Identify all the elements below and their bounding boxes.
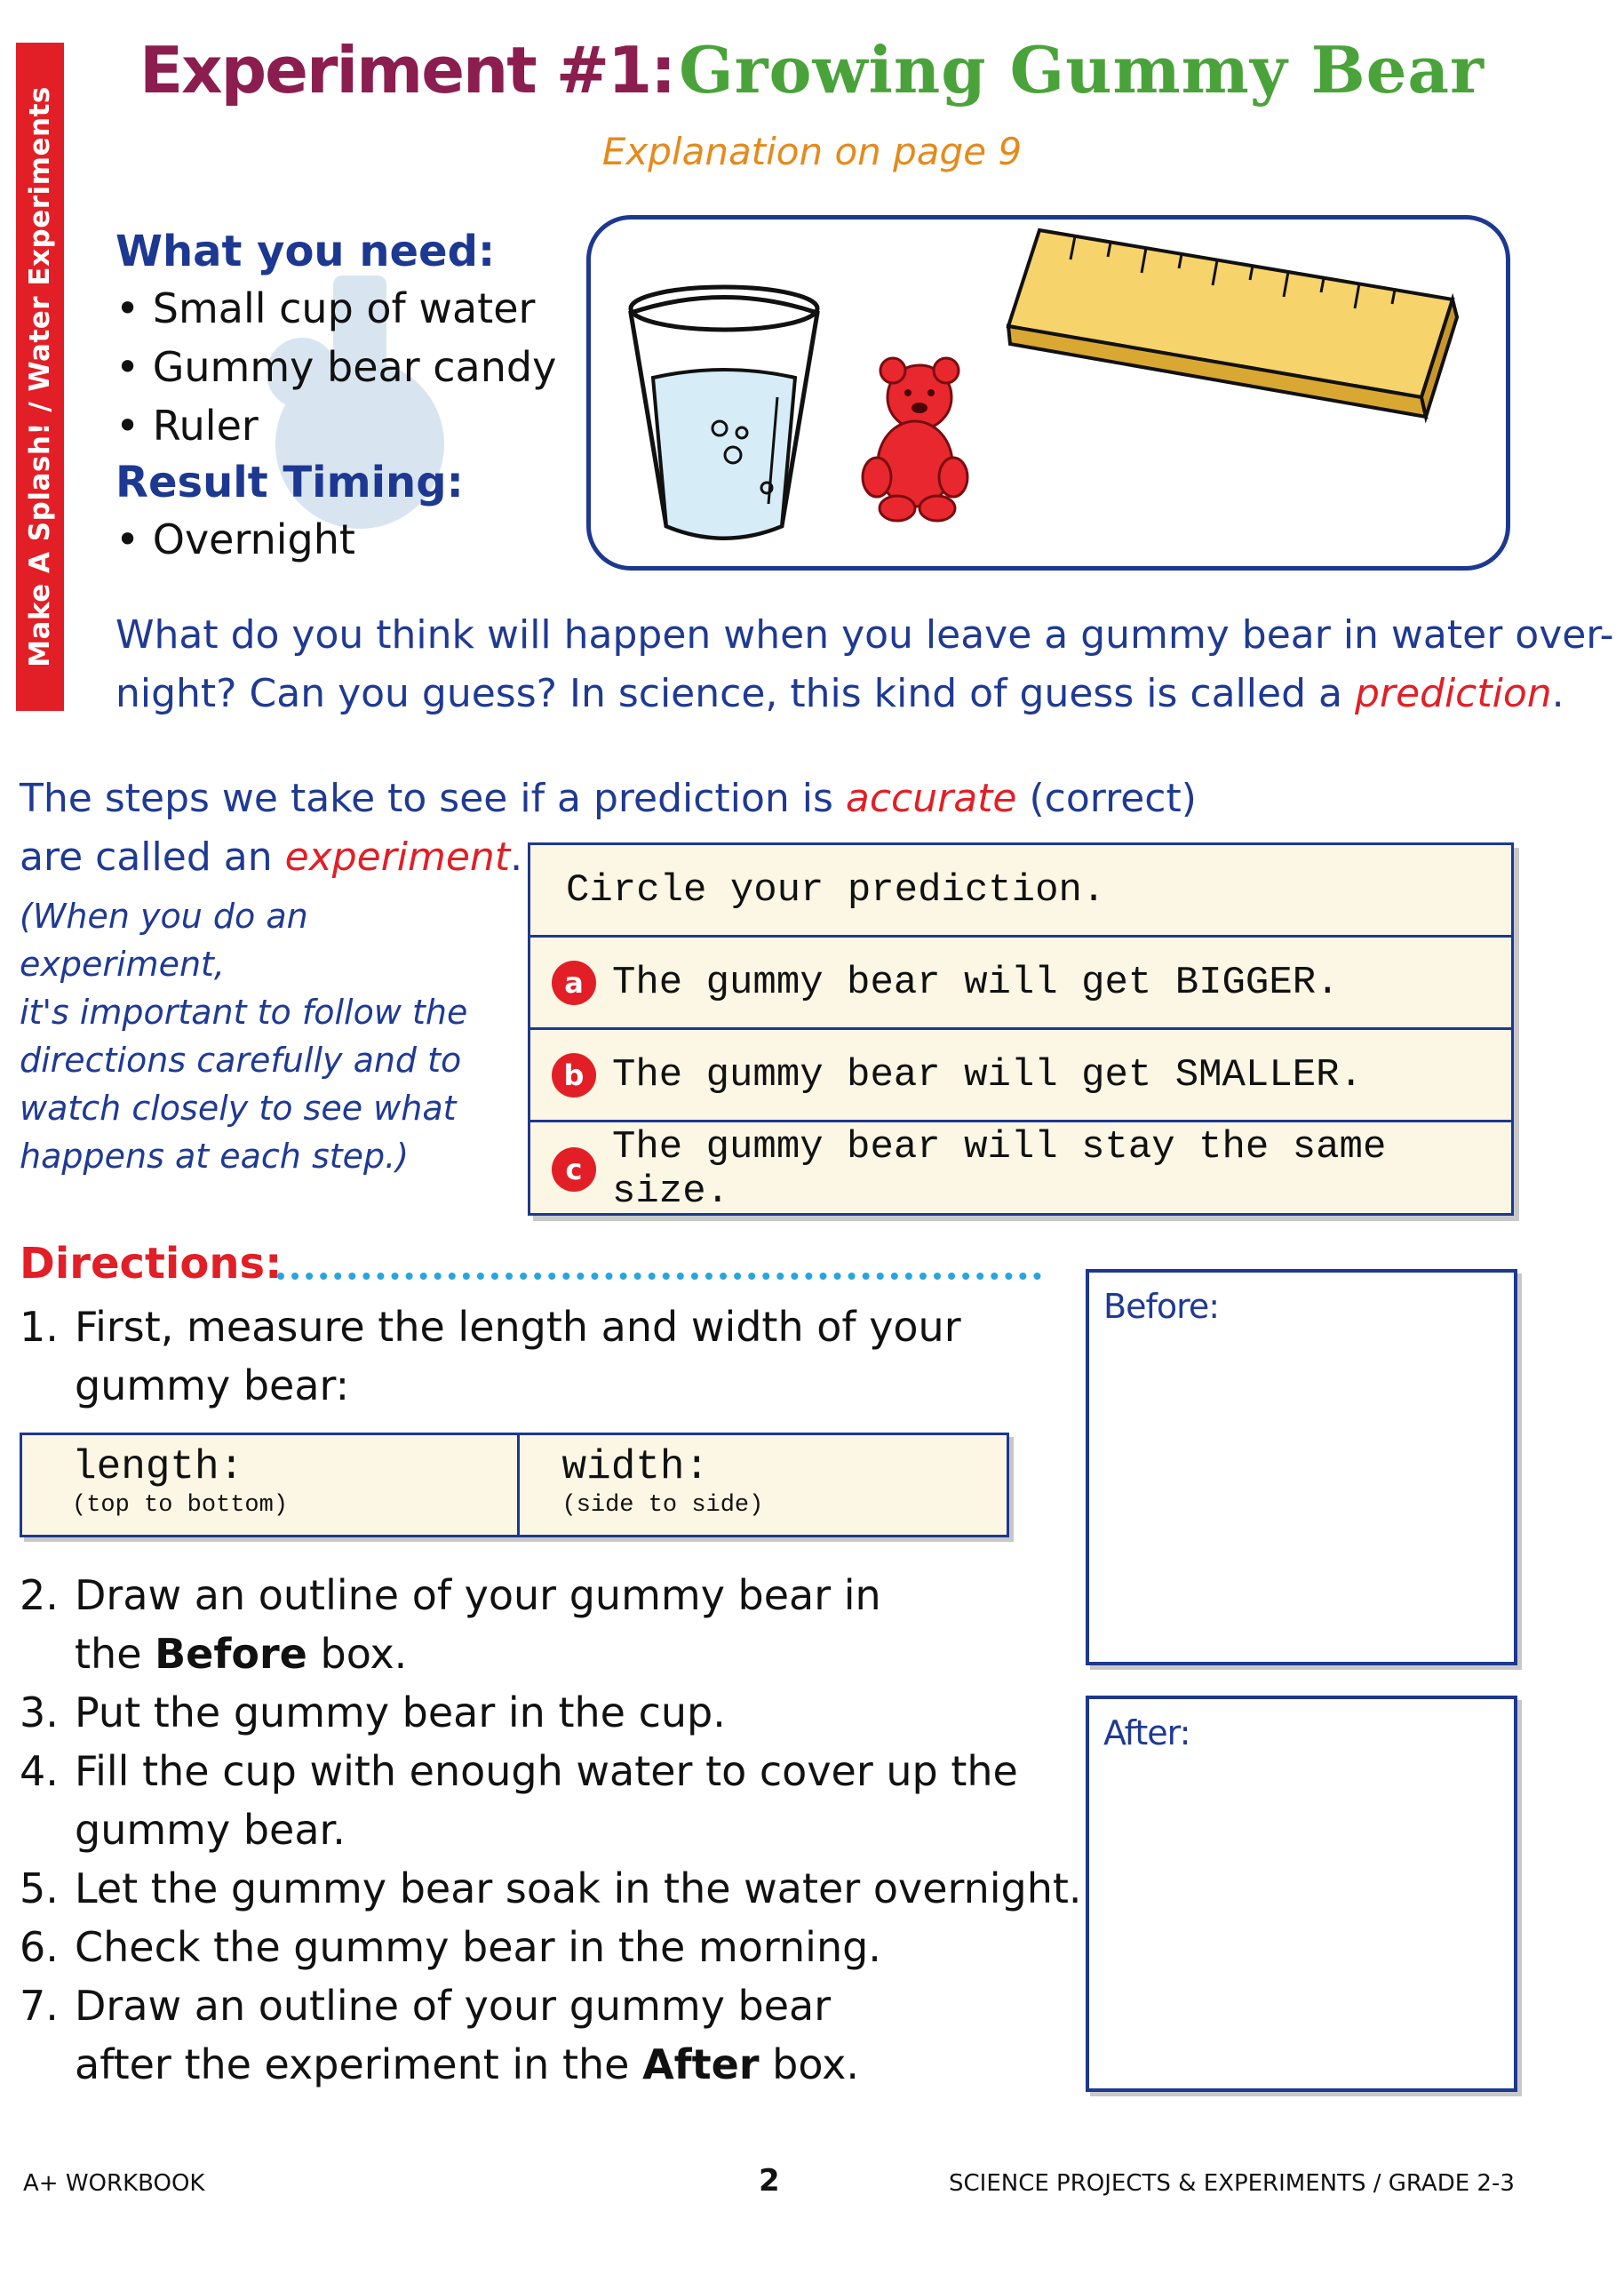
intro-line-1: What do you think will happen when you leave a gummy bear in water over- — [115, 612, 1614, 658]
step-text: Check the gummy bear in the morning. — [75, 1923, 881, 1971]
note-line: it's important to follow the — [20, 993, 468, 1032]
definition-line-1 — [20, 770, 1263, 828]
note-line: directions carefully and to — [20, 1041, 462, 1080]
page-title — [0, 32, 1624, 108]
materials-heading: What you need: — [115, 227, 496, 276]
step-3 — [20, 1683, 1082, 1742]
footer-series: SCIENCE PROJECTS & EXPERIMENTS / GRADE 2-3 — [949, 2170, 1515, 2197]
width-label: width: — [561, 1444, 710, 1490]
after-drawing-box[interactable] — [1086, 1696, 1517, 2092]
material-item: • Gummy bear candy — [115, 343, 557, 391]
step-number: 4. — [20, 1747, 59, 1795]
footer-workbook: A+ WORKBOOK — [23, 2170, 205, 2197]
width-hint: (side to side) — [561, 1492, 764, 1519]
before-drawing-box[interactable] — [1086, 1269, 1517, 1665]
option-letter-badge: c — [552, 1147, 596, 1192]
note-line: (When you do an experiment, — [20, 897, 308, 984]
steps-2-to-7 — [20, 1566, 1082, 2094]
timing-heading: Result Timing: — [115, 458, 464, 507]
option-text: The gummy bear will get SMALLER. — [612, 1052, 1363, 1098]
length-label: length: — [72, 1444, 244, 1490]
length-hint: (top to bottom) — [72, 1492, 289, 1519]
step-2 — [20, 1566, 1082, 1624]
definition-text: The steps we take to see if a prediction is — [20, 776, 846, 821]
prediction-box — [528, 842, 1514, 1216]
step-1 — [20, 1297, 961, 1415]
step-6 — [20, 1918, 1082, 1976]
title-experiment-name: Growing Gummy Bear — [679, 32, 1485, 108]
intro-text: night? Can you guess? In science, this kind of guess is called a — [115, 671, 1355, 716]
side-tab-label: Make A Splash! / Water Experiments — [24, 86, 56, 667]
material-item: • Ruler — [115, 402, 259, 450]
option-text: The gummy bear will stay the same size. — [612, 1124, 1387, 1214]
measurement-table — [20, 1433, 1009, 1537]
page-number: 2 — [759, 2163, 780, 2199]
explanation-reference: Explanation on page 9 — [601, 130, 1023, 173]
prediction-instruction: Circle your prediction. — [566, 867, 1106, 913]
option-letter-badge: a — [552, 961, 596, 1005]
step-text: gummy bear: — [75, 1361, 350, 1409]
definition-text: are called an — [20, 834, 285, 880]
ruler-icon — [1008, 230, 1457, 417]
step-5 — [20, 1859, 1082, 1918]
experiment-note — [20, 892, 499, 1180]
prediction-header-row — [530, 845, 1511, 938]
after-label: After: — [1103, 1713, 1190, 1752]
step-4 — [20, 1742, 1082, 1800]
title-experiment-number: Experiment #1: — [139, 33, 674, 108]
experiment-term: experiment — [284, 834, 511, 880]
materials-illustration — [586, 215, 1510, 571]
step-text: gummy bear. — [75, 1806, 346, 1854]
note-line: watch closely to see what — [20, 1089, 457, 1128]
step-number: 7. — [20, 1982, 59, 2030]
prediction-option-c[interactable] — [530, 1122, 1511, 1216]
directions-heading: Directions: — [20, 1239, 283, 1289]
water-cup-icon — [631, 287, 817, 539]
accurate-term: accurate — [845, 776, 1017, 821]
step-7-line-2 — [20, 2035, 1082, 2094]
step-number: 5. — [20, 1864, 59, 1912]
gummy-bear-icon — [863, 358, 967, 521]
step-text: Draw an outline of your gummy bear — [75, 1982, 832, 2030]
materials-section — [115, 224, 613, 569]
step-text: after the experiment in the — [75, 2040, 643, 2088]
prediction-option-a[interactable] — [530, 938, 1511, 1030]
definition-text: (correct) — [1016, 776, 1197, 821]
step-text: Let the gummy bear soak in the water overnight. — [75, 1864, 1082, 1912]
intro-line-2 — [115, 665, 1608, 723]
intro-period: . — [1551, 671, 1564, 716]
step-number: 3. — [20, 1688, 59, 1736]
note-line: happens at each step.) — [20, 1137, 410, 1176]
after-emphasis: After — [642, 2040, 760, 2088]
step-text: Put the gummy bear in the cup. — [75, 1688, 726, 1736]
prediction-term: prediction — [1354, 671, 1552, 716]
step-number: 2. — [20, 1571, 59, 1619]
definition-period: . — [510, 834, 523, 880]
step-text: box. — [759, 2040, 859, 2088]
before-label: Before: — [1103, 1287, 1220, 1326]
prediction-option-b[interactable] — [530, 1030, 1511, 1122]
step-2-line-2 — [20, 1624, 1082, 1683]
before-emphasis: Before — [155, 1630, 307, 1678]
step-text: box. — [306, 1630, 408, 1678]
step-7 — [20, 1976, 1082, 2035]
step-number: 6. — [20, 1923, 59, 1971]
option-text: The gummy bear will get BIGGER. — [612, 960, 1340, 1005]
material-item: • Small cup of water — [115, 284, 536, 332]
width-cell[interactable] — [517, 1435, 1007, 1535]
dotted-divider — [277, 1273, 1041, 1280]
step-text: Fill the cup with enough water to cover up the — [75, 1747, 1018, 1795]
option-letter-badge: b — [552, 1053, 596, 1098]
step-text: Draw an outline of your gummy bear in — [75, 1571, 881, 1619]
step-number: 1. — [20, 1303, 59, 1351]
step-text: First, measure the length and width of your — [75, 1303, 961, 1351]
step-text: the — [75, 1630, 155, 1678]
length-cell[interactable] — [22, 1435, 517, 1535]
timing-item: • Overnight — [115, 515, 355, 563]
intro-paragraph — [115, 606, 1614, 723]
